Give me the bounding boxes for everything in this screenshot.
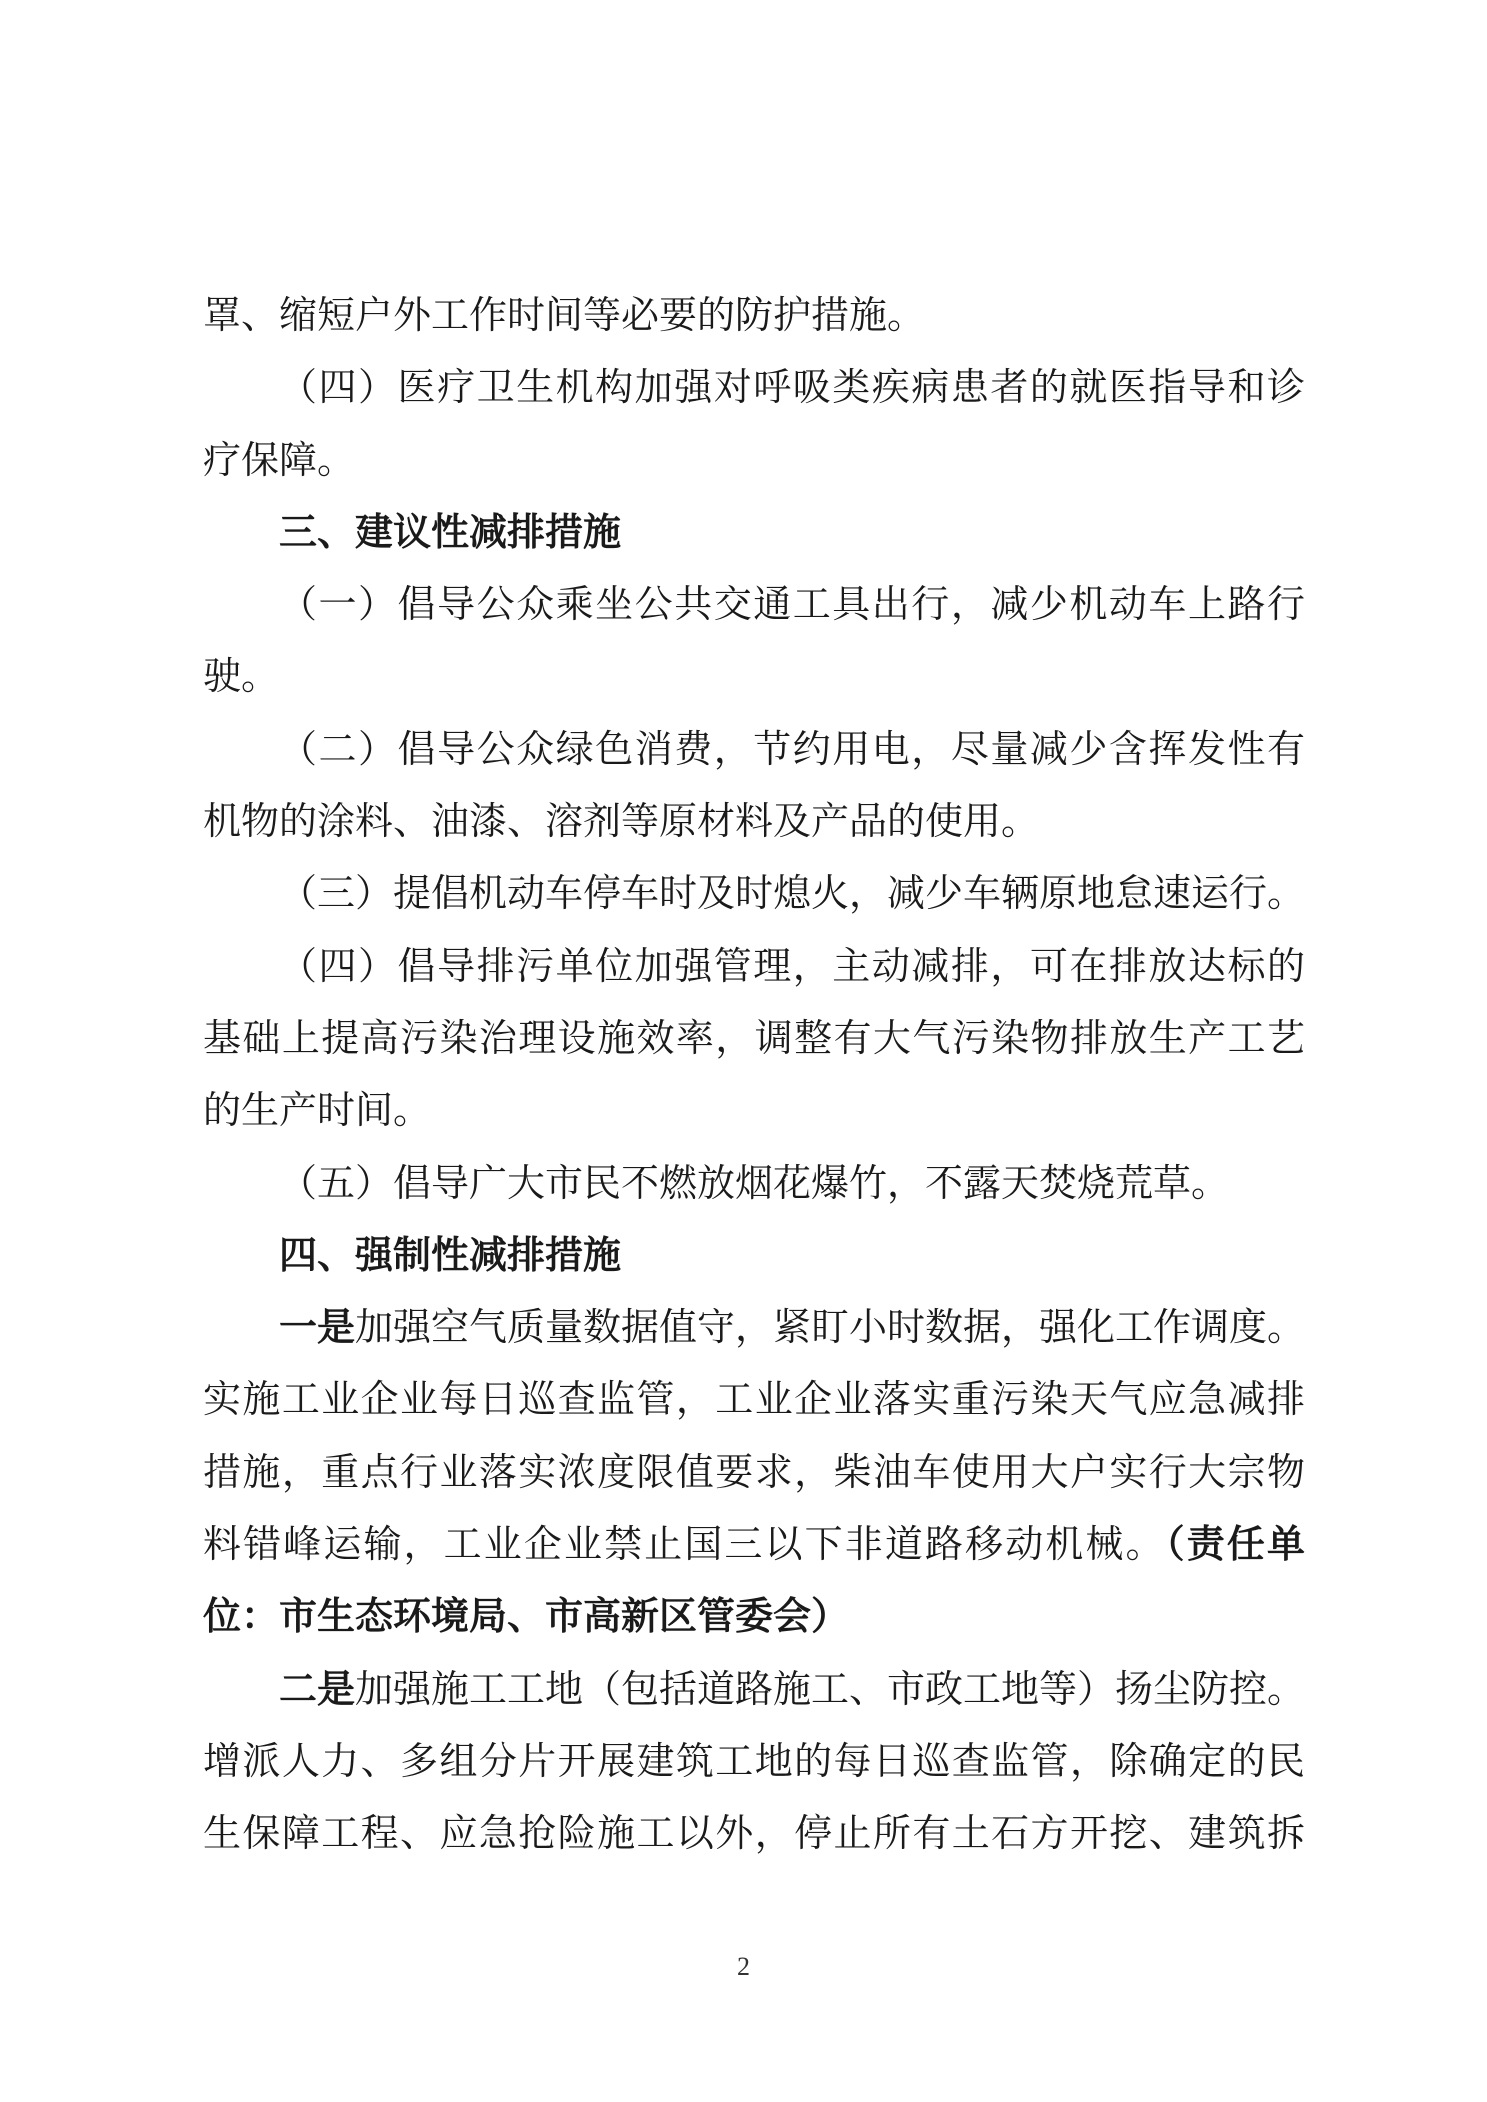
- text-segment: （五）倡导广大市民不燃放烟花爆竹，不露天焚烧荒草。: [279, 1160, 1230, 1205]
- text-segment: （一）倡导公众乘坐公共交通工具出行，减少机动车上路行: [279, 582, 1305, 627]
- text-line: [203, 424, 1305, 496]
- text-segment: 增派人力、多组分片开展建筑工地的每日巡查监管，除确定的民: [203, 1738, 1305, 1783]
- text-segment: 加强空气质量数据值守，紧盯小时数据，强化工作调度。: [355, 1305, 1306, 1350]
- text-line: [203, 1508, 1305, 1580]
- text-line: [203, 1219, 1305, 1291]
- text-segment: （二）倡导公众绿色消费，节约用电，尽量减少含挥发性有: [279, 726, 1305, 771]
- text-segment: 机物的涂料、油漆、溶剂等原材料及产品的使用。: [203, 799, 1040, 844]
- text-line: [203, 713, 1305, 785]
- document-body: [203, 279, 1305, 1870]
- text-segment: 实施工业企业每日巡查监管，工业企业落实重污染天气应急减排: [203, 1377, 1305, 1422]
- text-line: [203, 857, 1305, 929]
- text-segment: 措施，重点行业落实浓度限值要求，柴油车使用大户实行大宗物: [203, 1449, 1305, 1494]
- text-line: [203, 1074, 1305, 1146]
- bold-text: 二是: [279, 1666, 356, 1711]
- bold-text: 三、建议性减排措施: [279, 509, 622, 554]
- bold-text: 一是: [279, 1305, 356, 1350]
- text-line: [203, 1291, 1305, 1363]
- bold-text: 四、强制性减排措施: [279, 1232, 622, 1277]
- text-line: [203, 496, 1305, 568]
- text-line: [203, 279, 1305, 351]
- text-line: [203, 1580, 1305, 1652]
- text-line: [203, 930, 1305, 1002]
- page-number: 2: [737, 1952, 750, 1981]
- bold-text: （责任单: [1165, 1522, 1305, 1567]
- text-segment: 的生产时间。: [203, 1088, 432, 1133]
- text-line: [203, 1147, 1305, 1219]
- text-line: [203, 640, 1305, 712]
- text-segment: 基础上提高污染治理设施效率，调整有大气污染物排放生产工艺: [203, 1015, 1305, 1060]
- text-line: [203, 1725, 1305, 1797]
- text-line: [203, 1363, 1305, 1435]
- text-segment: （四）倡导排污单位加强管理，主动减排，可在排放达标的: [279, 943, 1305, 988]
- text-line: [203, 1797, 1305, 1869]
- text-line: [203, 1653, 1305, 1725]
- bold-text: 位：市生态环境局、市高新区管委会）: [203, 1594, 850, 1639]
- text-segment: （三）提倡机动车停车时及时熄火，减少车辆原地怠速运行。: [279, 871, 1306, 916]
- text-segment: 驶。: [203, 654, 280, 699]
- text-segment: （四）医疗卫生机构加强对呼吸类疾病患者的就医指导和诊: [279, 365, 1305, 410]
- text-segment: 料错峰运输，工业企业禁止国三以下非道路移动机械。: [203, 1522, 1166, 1567]
- text-segment: 加强施工工地（包括道路施工、市政工地等）扬尘防控。: [355, 1666, 1306, 1711]
- text-line: [203, 351, 1305, 423]
- text-segment: 疗保障。: [203, 437, 356, 482]
- text-segment: 罩、缩短户外工作时间等必要的防护措施。: [203, 293, 926, 337]
- text-line: [203, 785, 1305, 857]
- text-line: [203, 1002, 1305, 1074]
- text-segment: 生保障工程、应急抢险施工以外，停止所有土石方开挖、建筑拆: [203, 1811, 1305, 1856]
- text-line: [203, 1436, 1305, 1508]
- text-line: [203, 568, 1305, 640]
